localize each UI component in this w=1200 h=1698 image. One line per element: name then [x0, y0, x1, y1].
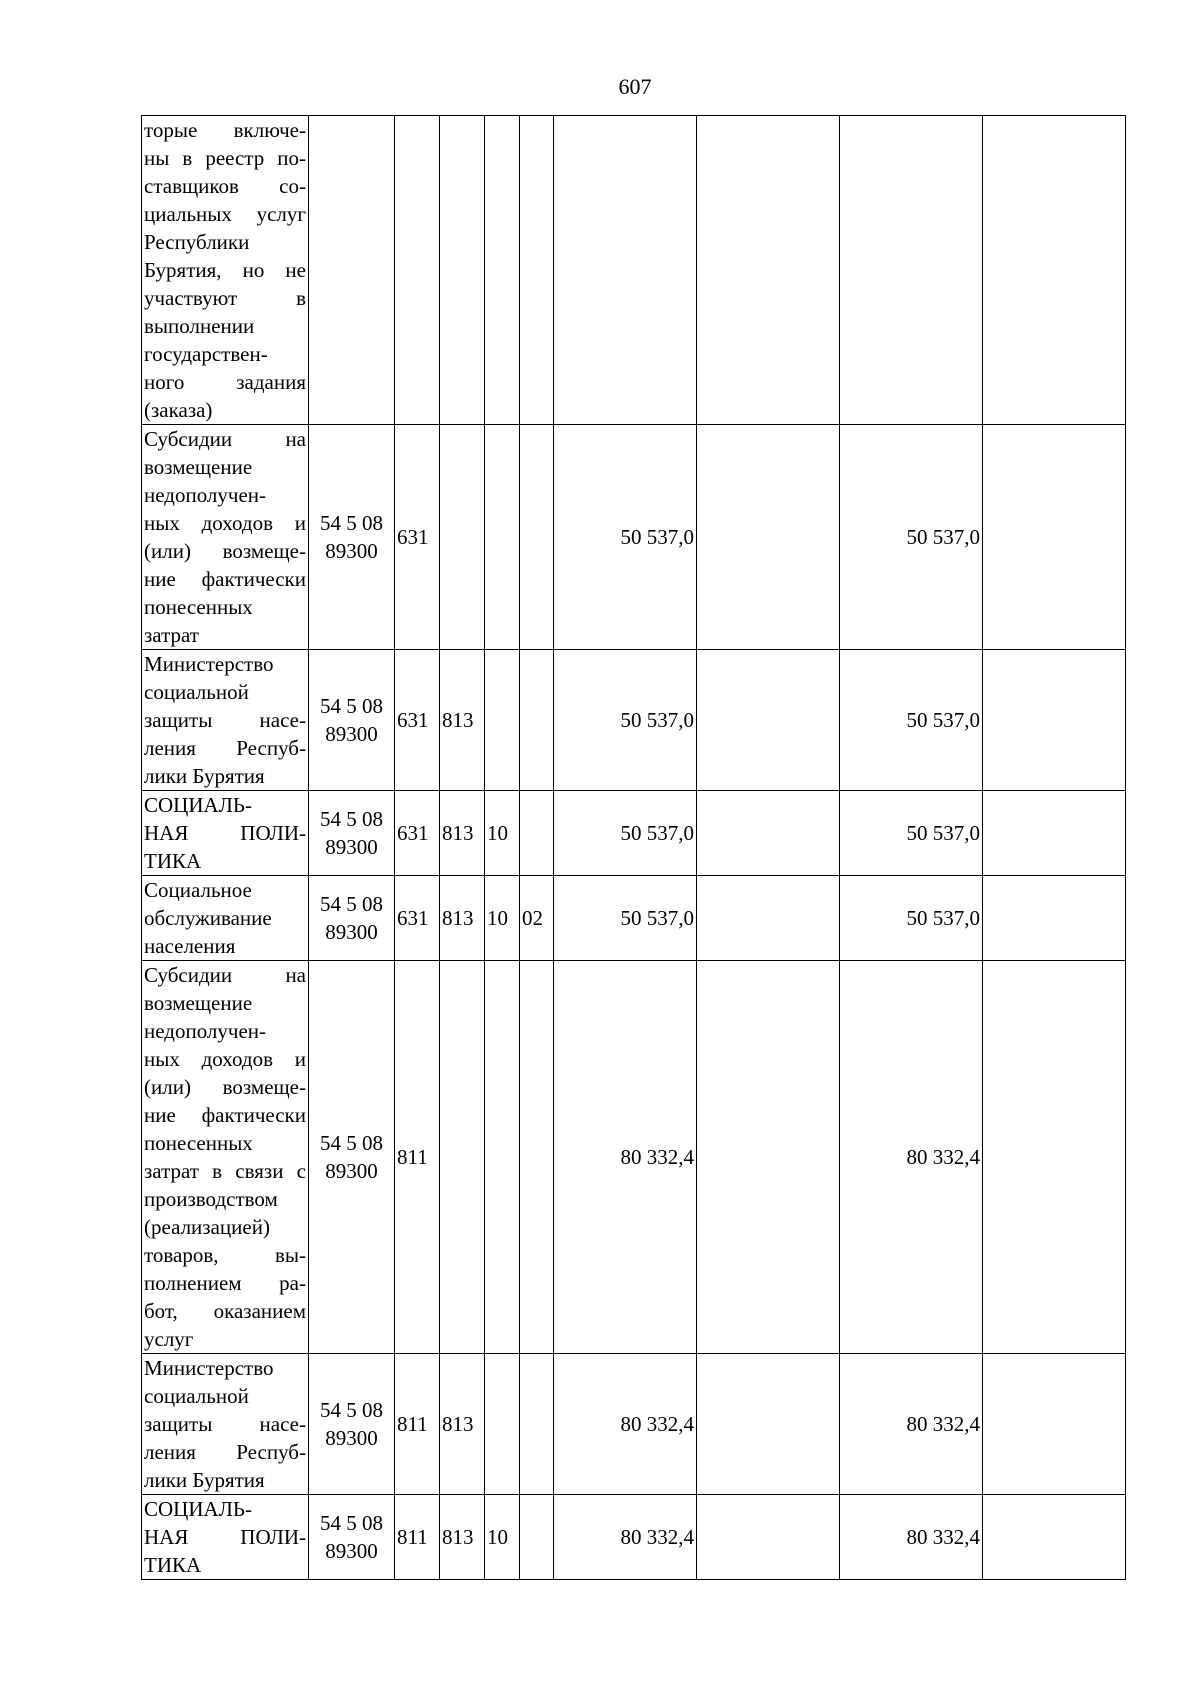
amount-cell-2	[697, 876, 840, 961]
row-name-line: Республики	[144, 230, 250, 254]
vr-code-cell: 631	[395, 791, 440, 876]
csr-code-line: 89300	[325, 835, 378, 859]
vr-code-cell: 811	[395, 1495, 440, 1580]
rz-code-cell	[485, 961, 520, 1354]
rz-code-cell: 10	[485, 791, 520, 876]
amount-cell-3: 80 332,4	[840, 1495, 983, 1580]
row-name-line: социальной	[144, 680, 249, 704]
row-name-line: лики Бурятия	[144, 764, 265, 788]
csr-code-line: 89300	[325, 539, 378, 563]
amount-cell-2	[697, 791, 840, 876]
pr-code-cell	[520, 425, 554, 650]
pr-code-cell	[520, 116, 554, 425]
table-body	[142, 116, 1126, 1580]
amount-cell-2	[697, 116, 840, 425]
ved-code-cell: 813	[440, 650, 485, 791]
budget-table	[141, 115, 1126, 1580]
vr-code-cell	[395, 116, 440, 425]
amount-cell-1	[554, 116, 697, 425]
amount-cell-4	[983, 1495, 1126, 1580]
row-name-cell	[142, 876, 309, 961]
csr-code-line: 89300	[325, 1539, 378, 1563]
row-name-cell	[142, 650, 309, 791]
amount-cell-1: 80 332,4	[554, 1354, 697, 1495]
row-name-line: (или) возмеще-	[144, 539, 306, 563]
table-row	[142, 1354, 1126, 1495]
row-name-line: недополучен-	[144, 483, 267, 507]
row-name-line: циальных услуг	[144, 202, 306, 226]
row-name-line: возмещение	[144, 991, 253, 1015]
vr-code-cell: 811	[395, 1354, 440, 1495]
vr-code-cell: 631	[395, 425, 440, 650]
csr-code-cell	[309, 961, 395, 1354]
pr-code-cell	[520, 791, 554, 876]
amount-cell-1: 50 537,0	[554, 425, 697, 650]
csr-code-line: 54 5 08	[320, 1398, 383, 1422]
row-name-line: СОЦИАЛЬ-	[144, 793, 252, 817]
pr-code-cell	[520, 650, 554, 791]
row-name-line: НАЯ ПОЛИ-	[144, 821, 306, 845]
amount-cell-4	[983, 116, 1126, 425]
row-name-line: производством	[144, 1187, 278, 1211]
amount-cell-2	[697, 1495, 840, 1580]
row-name-line: Министерство	[144, 652, 274, 676]
amount-cell-1: 50 537,0	[554, 650, 697, 791]
row-name-line: защиты насе-	[144, 1412, 306, 1436]
row-name-line: затрат в связи с	[144, 1159, 306, 1183]
row-name-line: ления Респуб-	[144, 1440, 306, 1464]
csr-code-line: 54 5 08	[320, 694, 383, 718]
amount-cell-4	[983, 1354, 1126, 1495]
row-name-line: ставщиков со-	[144, 174, 306, 198]
csr-code-line: 54 5 08	[320, 892, 383, 916]
ved-code-cell: 813	[440, 1495, 485, 1580]
row-name-line: (реализацией)	[144, 1215, 270, 1239]
row-name-line: лики Бурятия	[144, 1468, 265, 1492]
row-name-line: государствен-	[144, 342, 268, 366]
row-name-line: затрат	[144, 623, 199, 647]
page-number: 607	[618, 74, 652, 99]
row-name-line: ТИКА	[144, 1553, 202, 1577]
row-name-line: выполнении	[144, 314, 255, 338]
ved-code-cell	[440, 116, 485, 425]
csr-code-cell	[309, 1495, 395, 1580]
row-name-line: Социальное	[144, 878, 252, 902]
csr-code-line: 89300	[325, 1426, 378, 1450]
amount-cell-3: 50 537,0	[840, 425, 983, 650]
row-name-line: НАЯ ПОЛИ-	[144, 1525, 306, 1549]
rz-code-cell	[485, 116, 520, 425]
ved-code-cell: 813	[440, 876, 485, 961]
row-name-line: услуг	[144, 1327, 194, 1351]
amount-cell-2	[697, 425, 840, 650]
amount-cell-3: 50 537,0	[840, 650, 983, 791]
vr-code-cell: 811	[395, 961, 440, 1354]
row-name-line: ных доходов и	[144, 1047, 306, 1071]
row-name-line: (или) возмеще-	[144, 1075, 306, 1099]
amount-cell-3: 50 537,0	[840, 791, 983, 876]
amount-cell-2	[697, 961, 840, 1354]
row-name-cell	[142, 1354, 309, 1495]
csr-code-line: 89300	[325, 920, 378, 944]
row-name-line: ных доходов и	[144, 511, 306, 535]
row-name-line: обслуживание	[144, 906, 272, 930]
row-name-line: ТИКА	[144, 849, 202, 873]
csr-code-line: 89300	[325, 722, 378, 746]
csr-code-cell	[309, 791, 395, 876]
amount-cell-4	[983, 876, 1126, 961]
row-name-cell	[142, 1495, 309, 1580]
row-name-line: защиты насе-	[144, 708, 306, 732]
csr-code-cell	[309, 1354, 395, 1495]
amount-cell-3: 80 332,4	[840, 1354, 983, 1495]
csr-code-line: 89300	[325, 1159, 378, 1183]
row-name-line: участвуют в	[144, 286, 306, 310]
amount-cell-4	[983, 961, 1126, 1354]
row-name-line: социальной	[144, 1384, 249, 1408]
row-name-line: Субсидии на	[144, 427, 306, 451]
row-name-line: ние фактически	[144, 1103, 306, 1127]
amount-cell-1: 80 332,4	[554, 1495, 697, 1580]
row-name-cell	[142, 425, 309, 650]
table-row	[142, 650, 1126, 791]
csr-code-cell	[309, 425, 395, 650]
row-name-line: Бурятия, но не	[144, 258, 306, 282]
pr-code-cell	[520, 1495, 554, 1580]
rz-code-cell: 10	[485, 1495, 520, 1580]
rz-code-cell: 10	[485, 876, 520, 961]
row-name-line: Субсидии на	[144, 963, 306, 987]
row-name-line: (заказа)	[144, 398, 213, 422]
csr-code-line: 54 5 08	[320, 1131, 383, 1155]
amount-cell-2	[697, 1354, 840, 1495]
row-name-line: ления Респуб-	[144, 736, 306, 760]
row-name-cell	[142, 961, 309, 1354]
row-name-cell	[142, 791, 309, 876]
row-name-line: возмещение	[144, 455, 253, 479]
pr-code-cell	[520, 961, 554, 1354]
rz-code-cell	[485, 650, 520, 791]
csr-code-line: 54 5 08	[320, 807, 383, 831]
row-name-line: СОЦИАЛЬ-	[144, 1497, 252, 1521]
ved-code-cell	[440, 961, 485, 1354]
rz-code-cell	[485, 1354, 520, 1495]
row-name-line: Министерство	[144, 1356, 274, 1380]
csr-code-line: 54 5 08	[320, 511, 383, 535]
csr-code-line: 54 5 08	[320, 1511, 383, 1535]
vr-code-cell: 631	[395, 650, 440, 791]
amount-cell-1: 80 332,4	[554, 961, 697, 1354]
row-name-line: недополучен-	[144, 1019, 267, 1043]
row-name-line: понесенных	[144, 595, 253, 619]
row-name-line: ние фактически	[144, 567, 306, 591]
table-row	[142, 791, 1126, 876]
csr-code-cell	[309, 876, 395, 961]
row-name-line: ны в реестр по-	[144, 146, 306, 170]
vr-code-cell: 631	[395, 876, 440, 961]
ved-code-cell	[440, 425, 485, 650]
amount-cell-4	[983, 791, 1126, 876]
row-name-line: бот, оказанием	[144, 1299, 306, 1323]
amount-cell-4	[983, 650, 1126, 791]
row-name-line: торые включе-	[144, 118, 306, 142]
amount-cell-3: 80 332,4	[840, 961, 983, 1354]
row-name-line: полнением ра-	[144, 1271, 306, 1295]
row-name-line: ного задания	[144, 370, 306, 394]
amount-cell-2	[697, 650, 840, 791]
table-row	[142, 961, 1126, 1354]
amount-cell-4	[983, 425, 1126, 650]
ved-code-cell: 813	[440, 791, 485, 876]
amount-cell-1: 50 537,0	[554, 876, 697, 961]
row-name-line: товаров, вы-	[144, 1243, 306, 1267]
rz-code-cell	[485, 425, 520, 650]
pr-code-cell: 02	[520, 876, 554, 961]
amount-cell-3: 50 537,0	[840, 876, 983, 961]
csr-code-cell	[309, 650, 395, 791]
table-row	[142, 876, 1126, 961]
amount-cell-3	[840, 116, 983, 425]
table-row	[142, 116, 1126, 425]
ved-code-cell: 813	[440, 1354, 485, 1495]
amount-cell-1: 50 537,0	[554, 791, 697, 876]
table-row	[142, 1495, 1126, 1580]
row-name-cell	[142, 116, 309, 425]
row-name-line: понесенных	[144, 1131, 253, 1155]
csr-code-cell	[309, 116, 395, 425]
row-name-line: населения	[144, 934, 236, 958]
pr-code-cell	[520, 1354, 554, 1495]
table-row	[142, 425, 1126, 650]
